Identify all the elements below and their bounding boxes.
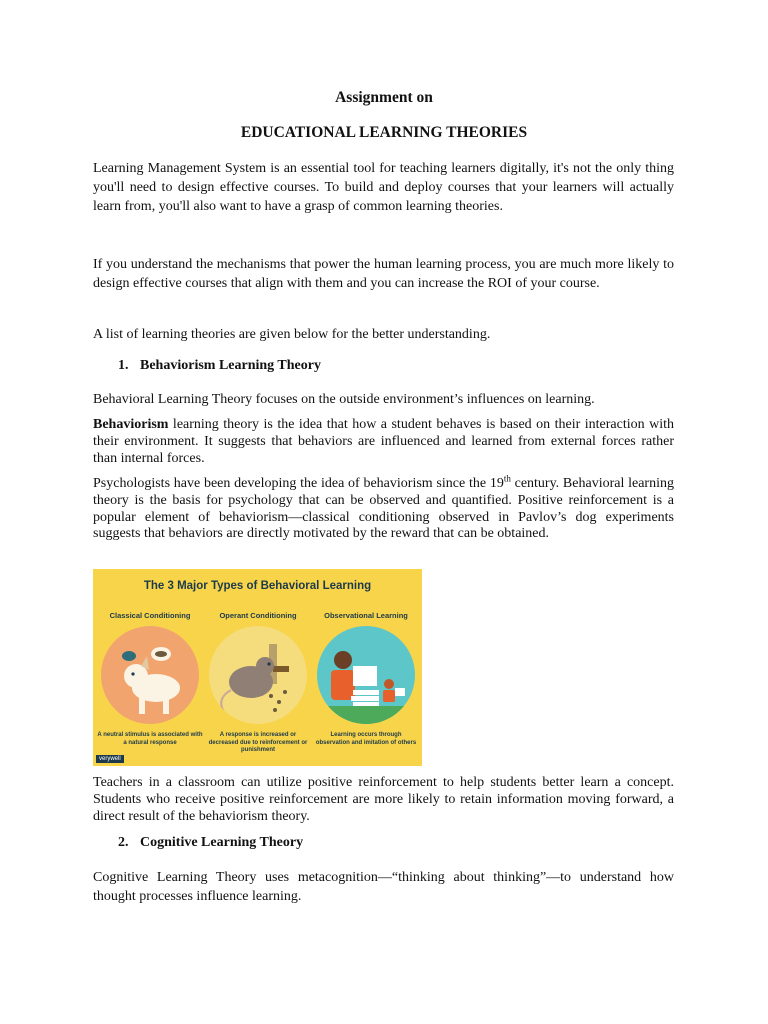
rat-illustration-icon (209, 626, 307, 724)
column-observational (313, 611, 419, 747)
dog-illustration-icon (101, 626, 199, 724)
section-heading-behaviorism (118, 358, 321, 374)
behavioral-learning-infographic (93, 569, 422, 766)
cognitive-paragraph-1: Cognitive Learning Theory uses metacognition—“thinking about thinking”—to understand how thought processes influence learning. (93, 870, 674, 905)
column-label: Operant Conditioning (219, 611, 297, 620)
column-caption: A neutral stimulus is associated with a natural response (97, 732, 203, 746)
superscript: th (503, 473, 511, 484)
section-number: 1. (118, 358, 129, 373)
section-number: 2. (118, 835, 129, 850)
column-operant (205, 611, 311, 755)
section-title: Behaviorism Learning Theory (140, 358, 321, 373)
behaviorism-paragraph-1: Behavioral Learning Theory focuses on the outside environment’s influences on learning. (93, 392, 595, 407)
bold-term: Behaviorism (93, 417, 169, 432)
behaviorism-paragraph-3: Psychologists have been developing the idea of behaviorism since the 19th century. Behavioral learning theory is the basis for psychology that can be observed and quantified. Positive reinforcement is a popular element of behaviorism—classical conditioning observed in Pavlov’s dog experiments suggests that behaviors are directly motivated by the reward that can be obtained. (93, 473, 674, 542)
intro-paragraph-1: Learning Management System is an essential tool for teaching learners digitally, it's not the only thing you'll need to design effective courses. To build and deploy courses that your learners will actually learn from, you'll also want to have a grasp of common learning theories. (93, 161, 674, 215)
behaviorism-paragraph-4: Teachers in a classroom can utilize positive reinforcement to help students better learn a concept. Students who receive positive reinforcement are more likely to retain information moving forward, a direct result of the behaviorism theory. (93, 775, 674, 824)
people-illustration-icon (317, 626, 415, 724)
section-title: Cognitive Learning Theory (140, 835, 304, 850)
intro-paragraph-3: A list of learning theories are given below for the better understanding. (93, 327, 491, 342)
column-caption: A response is increased or decreased due to reinforcement or punishment (208, 732, 308, 753)
infographic-title: The 3 Major Types of Behavioral Learning (143, 580, 372, 592)
column-label: Classical Conditioning (109, 611, 191, 620)
document-title: EDUCATIONAL LEARNING THEORIES (240, 124, 528, 141)
behaviorism-paragraph-2: Behaviorism learning theory is the idea that how a student behaves is based on their interaction with their environment. It suggests that behaviors are influenced and learned from external forces rather than internal forces. (93, 417, 674, 466)
intro-paragraph-2: If you understand the mechanisms that power the human learning process, you are much more likely to design effective courses that align with them and you can increase the ROI of your course. (93, 257, 674, 292)
column-classical (97, 611, 203, 747)
assignment-title: Assignment on (335, 89, 433, 106)
section-heading-cognitive (118, 835, 303, 851)
brand-logo: verywell (96, 755, 124, 763)
column-caption: Learning occurs through observation and imitation of others (315, 732, 417, 746)
column-label: Observational Learning (324, 611, 408, 620)
